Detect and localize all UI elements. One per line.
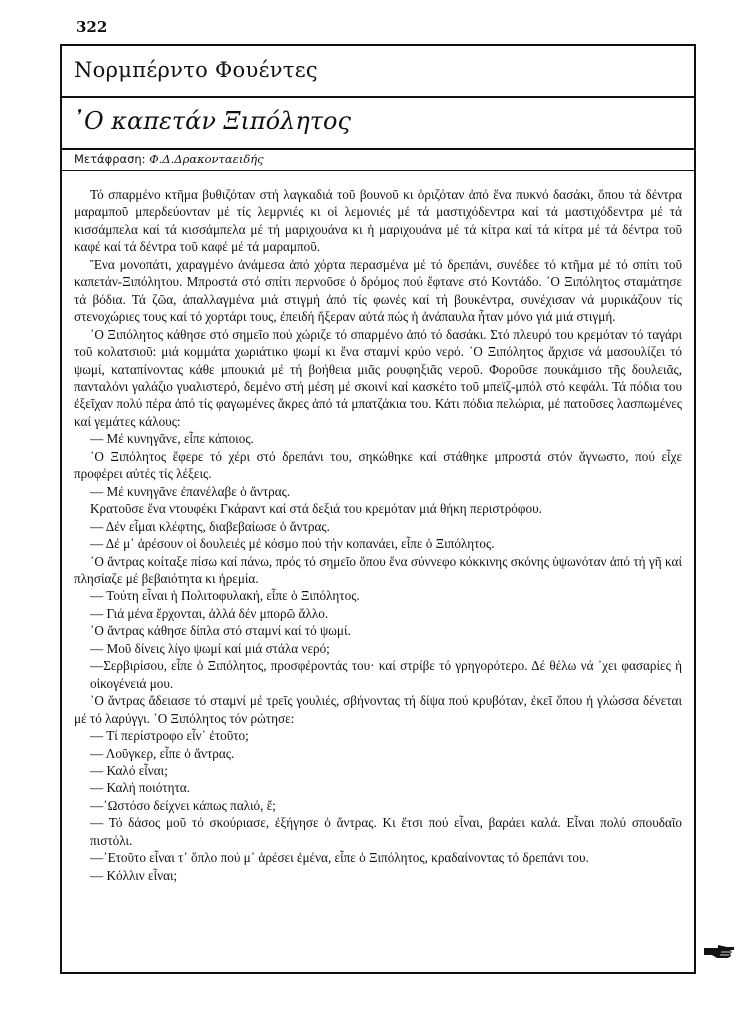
dialogue-line: — Μέ κυνηγᾶνε ἐπανέλαβε ὁ ἄντρας. [90,483,291,499]
divider-rule [62,148,694,150]
page-number: 322 [76,18,108,36]
article-frame [60,44,696,974]
translation-credit [74,152,264,166]
dialogue-line: — Μέ κυνηγᾶνε, εἶπε κάποιος. [90,431,254,447]
dialogue-line: — Τό δάσος μοῦ τό σκούριασε, ἐξήγησε ὁ ἄντρας. Κι ἔτσι πού εἶναι, βαράει καλά. Εἶναι πολύ σπουδαῖο πιστόλι. [90,815,682,848]
pointing-hand-icon [703,944,735,960]
divider-rule [62,170,694,171]
dialogue-line: — Καλό εἶναι; [90,762,168,778]
dialogue-line: —Σερβιρίσου, εἶπε ὁ Ξιπόλητος, προσφέροντάς του· καί στρίβε τό γρηγορότερο. Δέ θέλω νά ᾿χει φασαρίες ἡ οἰκογένειά μου. [90,658,682,691]
paragraph: ᾿Ο ἄντρας κοίταξε πίσω καί πάνω, πρός τό σημεῖο ὅπου ἕνα σύννεφο κόκκινης σκόνης ὑψωνόταν ἀπό τή γῆ καί πλησίαζε μέ βεβαιότητα κι ἠρεμία. [74,553,682,586]
dialogue-line: —᾿Ωστόσο δείχνει κάπως παλιό, ἔ; [90,797,276,813]
dialogue-line: — Λοῦγκερ, εἶπε ὁ ἄντρας. [90,745,235,761]
paragraph: Κρατοῦσε ἕνα ντουφέκι Γκάραντ καί στά δεξιά του κρεμόταν μιά θήκη περιστρόφου. [90,501,542,517]
story-body [74,186,682,884]
translation-label: Μετάφραση: [74,152,146,166]
paragraph: ᾿Ο Ξιπόλητος ἔφερε τό χέρι στό δρεπάνι του, σηκώθηκε καί στάθηκε μπροστά στόν ἄγνωστο, πού εἶχε προφέρει αὐτές τίς λέξεις. [74,448,682,482]
translator-name: Φ.Δ.Δρακονταειδής [149,152,264,166]
dialogue-line: — Καλή ποιότητα. [90,780,190,796]
dialogue-line: — Δέ μ᾿ ἀρέσουν οἱ δουλειές μέ κόσμο πού τήν κοπανάει, εἶπε ὁ Ξιπόλητος. [90,536,495,552]
paragraph: ᾿Ο ἄντρας ἄδειασε τό σταμνί μέ τρεῖς γουλιές, σβήνοντας τή δίψα πού κρυβόταν, ἐκεῖ ὅπου ἡ γλώσσα δένεται μέ τό λαρύγγι. ᾿Ο Ξιπόλητος τόν ρώτησε: [74,693,682,726]
dialogue-line: —᾿Ετοῦτο εἶναι τ᾿ ὅπλο πού μ᾿ ἀρέσει ἐμένα, εἶπε ὁ Ξιπόλητος, κραδαίνοντας τό δρεπάνι του. [90,850,589,866]
paragraph: ᾿Ο Ξιπόλητος κάθησε στό σημεῖο πού χώριζε τό σπαρμένο ἀπό τό δασάκι. Στό πλευρό του κρεμόταν τό ταγάρι τοῦ κολατσιοῦ: μιά κομμάτα χωριάτικο ψωμί κι ἕνα σταμνί κρύο νερό. ᾿Ο Ξιπόλητος ἄρχισε νά μασουλίζει τό ψωμί, καταπίνοντας κάθε μπουκιά μέ τή βοήθεια μιᾶς ρουφηξιᾶς νεροῦ. Φοροῦσε πουκάμισο τῆς δουλειᾶς, πανταλόνι γαλάζιο γυαλιστερό, δεμένο στή μέση μέ σκοινί καί κασκέτο τοῦ μπεϊζ-μπόλ στό κεφάλι. Τά πόδια του ἐξεῖχαν πολύ πέρα ἀπό τίς φαγωμένες ἄκρες ἀπό τά μπατζάκια του. Κάτι πόδια πελώρια, μέ πατοῦσες λασπωμένες καί γεμάτες κάλους: [74,326,682,429]
paragraph: Ἕνα μονοπάτι, χαραγμένο ἀνάμεσα ἀπό χόρτα περασμένα μέ τό δρεπάνι, συνέδεε τό κτῆμα μέ τό σπίτι τοῦ καπετάν-Ξιπόλητου. Μπροστά στό σπίτι περνοῦσε ὁ δρόμος πού ἔφτανε στό Κοντάδο. ᾿Ο Ξιπόλητος σταμάτησε τά βόδια. Τά ζῶα, ἀπαλλαγμένα μιά στιγμή ἀπό τίς φωνές καί τή βουκέντρα, συνέχισαν νά μυρικάζουν τίς στενοχώριες τους καί τό χορτάρι τους, ἐπειδή ἤξεραν αὐτά πώς ἡ ἀνάπαυλα ἦταν μόνο γιά μιά στιγμή. [74,256,682,325]
dialogue-line: — Μοῦ δίνεις λίγο ψωμί καί μιά στάλα νερό; [90,640,330,656]
story-title: ᾿Ο καπετάν Ξιπόλητος [72,107,351,135]
paragraph: ᾿Ο ἄντρας κάθησε δίπλα στό σταμνί καί τό ψωμί. [90,623,351,639]
dialogue-line: — Τούτη εἶναι ἡ Πολιτοφυλακή, εἶπε ὁ Ξιπόλητος. [90,588,360,604]
dialogue-line: — Κόλλιν εἶναι; [90,867,178,883]
dialogue-line: — Τί περίστροφο εἶν᾿ ἐτοῦτο; [90,728,249,744]
dialogue-line: — Γιά μένα ἔρχονται, ἀλλά δέν μπορῶ ἄλλο. [90,605,329,621]
dialogue-line: — Δέν εἶμαι κλέφτης, διαβεβαίωσε ὁ ἄντρας. [90,518,330,534]
author-name: Νορμπέρντο Φουέντες [74,58,318,82]
paragraph: Τό σπαρμένο κτῆμα βυθιζόταν στή λαγκαδιά τοῦ βουνοῦ κι ὁριζόταν ἀπό ἕνα πυκνό δασάκι, ὅπου τά δέντρα μαραμποῦ μπερδεύονταν μέ τίς λεμρνιές κι οἱ λεμονιές μέ τά μαστιχόδεντρα καί τά μαστιχόδεντρα μέ τά κισσάμπελα καί τά κισσάμπελα μέ τή μαριχουάνα κι ἡ μαριχουάνα μέ τά κίτρα καί τά κίτρα μέ τά δέντρα τοῦ καφέ καί τά δέντρα τοῦ καφέ μέ τά μαραμποῦ. [74,187,682,255]
divider-rule [62,96,694,98]
